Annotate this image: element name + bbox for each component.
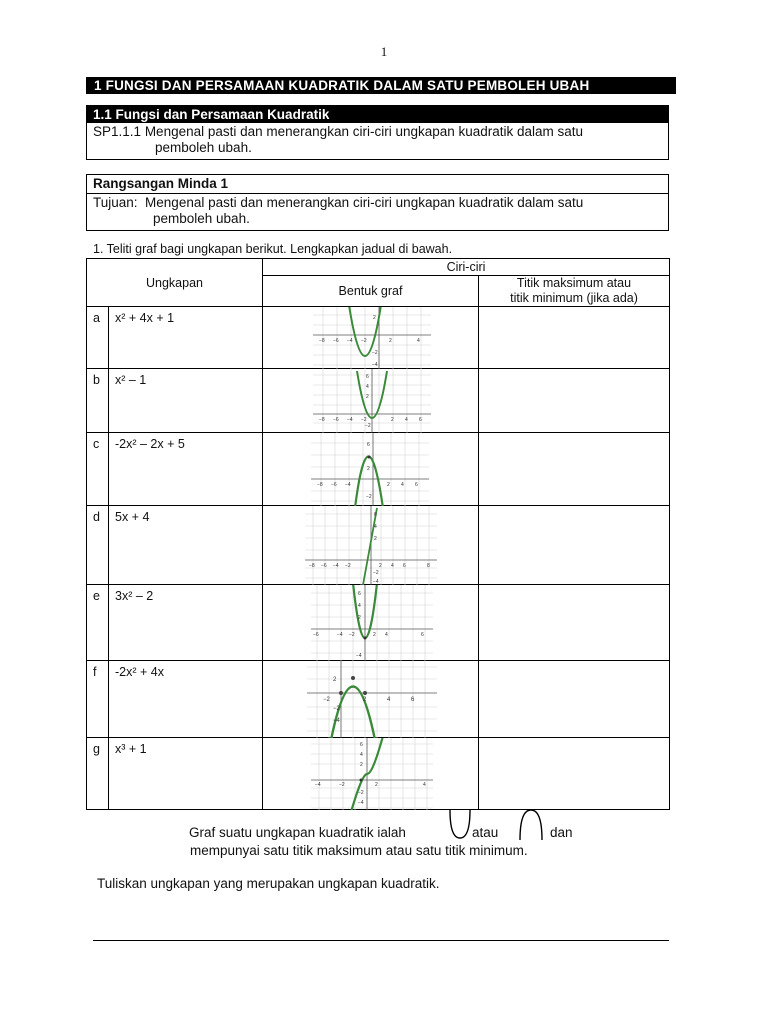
svg-text:−8: −8	[309, 563, 315, 569]
n-shape-icon	[516, 808, 546, 842]
row-label: e	[87, 585, 109, 661]
answer-line[interactable]	[93, 940, 669, 941]
svg-text:6: 6	[411, 697, 415, 703]
section-standard	[87, 123, 668, 159]
graph-a	[313, 307, 431, 369]
svg-text:4: 4	[391, 563, 394, 569]
svg-text:2: 2	[360, 762, 363, 768]
row-expression: -2x² + 4x	[109, 661, 263, 738]
svg-text:4: 4	[358, 603, 361, 609]
svg-text:2: 2	[358, 615, 361, 621]
svg-text:2: 2	[366, 394, 369, 400]
graph-cell	[263, 506, 479, 585]
svg-text:−2: −2	[333, 706, 340, 712]
graph-c	[311, 433, 429, 506]
svg-text:4: 4	[417, 338, 420, 344]
svg-text:−6: −6	[321, 563, 327, 569]
statement-line-2: mempunyai satu titik maksimum atau satu titik minimum.	[190, 843, 528, 858]
header-maxmin-2: titik minimum (jika ada)	[510, 291, 638, 305]
svg-text:6: 6	[419, 417, 422, 423]
table-row	[87, 738, 670, 810]
svg-text:−2: −2	[365, 423, 371, 429]
row-label: a	[87, 307, 109, 369]
row-label: c	[87, 433, 109, 506]
graph-cell	[263, 307, 479, 369]
u-shape-icon	[446, 808, 474, 842]
page-number: 1	[380, 44, 388, 59]
goal-label: Tujuan:	[93, 195, 138, 210]
graph-f	[307, 661, 437, 738]
svg-text:−6: −6	[313, 632, 319, 638]
svg-text:2: 2	[379, 563, 382, 569]
activity-goal	[87, 194, 668, 230]
chapter-title: 1 FUNGSI DAN PERSAMAAN KUADRATIK DALAM SATU PEMBOLEH UBAH	[86, 77, 676, 94]
maxmin-cell[interactable]	[479, 307, 670, 369]
table-row	[87, 661, 670, 738]
svg-text:2: 2	[391, 417, 394, 423]
maxmin-cell[interactable]	[479, 369, 670, 433]
graph-e	[311, 585, 433, 661]
svg-text:2: 2	[333, 677, 337, 683]
svg-text:−2: −2	[373, 570, 379, 576]
graph-b	[313, 369, 431, 433]
row-label: b	[87, 369, 109, 433]
row-expression: x² – 1	[109, 369, 263, 433]
svg-text:6: 6	[374, 512, 377, 518]
graph-cell	[263, 585, 479, 661]
svg-text:−4: −4	[345, 482, 351, 488]
graph-cell	[263, 738, 479, 810]
svg-text:−4: −4	[358, 800, 364, 806]
svg-text:8: 8	[427, 563, 430, 569]
row-label: d	[87, 506, 109, 585]
svg-text:4: 4	[423, 782, 426, 788]
svg-text:4: 4	[360, 752, 363, 758]
svg-text:2: 2	[374, 536, 377, 542]
question-text: 1. Teliti graf bagi ungkapan berikut. Lengkapkan jadual di bawah.	[93, 242, 453, 256]
svg-text:2: 2	[373, 632, 376, 638]
table-row	[87, 585, 670, 661]
svg-text:−8: −8	[317, 482, 323, 488]
sp-code: SP1.1.1	[93, 124, 142, 139]
section-box	[86, 105, 669, 160]
maxmin-cell[interactable]	[479, 585, 670, 661]
svg-text:−4: −4	[333, 718, 340, 724]
svg-text:6: 6	[367, 442, 370, 448]
svg-text:4: 4	[405, 417, 408, 423]
instruction-text: Tuliskan ungkapan yang merupakan ungkapan kuadratik.	[97, 876, 440, 891]
svg-text:2: 2	[387, 482, 390, 488]
svg-text:6: 6	[403, 563, 406, 569]
maxmin-cell[interactable]	[479, 506, 670, 585]
svg-text:6: 6	[360, 742, 363, 748]
svg-text:4: 4	[401, 482, 404, 488]
svg-text:−4: −4	[356, 653, 362, 659]
svg-text:2: 2	[375, 782, 378, 788]
svg-text:2: 2	[373, 315, 376, 321]
svg-text:6: 6	[366, 374, 369, 380]
svg-text:4: 4	[387, 697, 391, 703]
svg-text:−4: −4	[333, 563, 339, 569]
svg-text:−6: −6	[333, 417, 339, 423]
maxmin-cell[interactable]	[479, 661, 670, 738]
svg-text:−2: −2	[345, 563, 351, 569]
svg-text:−2: −2	[361, 417, 367, 423]
graph-cell	[263, 661, 479, 738]
statement-line-1	[189, 825, 406, 840]
header-shape: Bentuk graf	[263, 276, 479, 307]
statement-before: Graf suatu ungkapan kuadratik ialah	[189, 825, 406, 840]
svg-text:−2: −2	[349, 632, 355, 638]
statement-middle: atau	[472, 825, 499, 840]
goal-text-2: pemboleh ubah.	[153, 211, 250, 226]
section-title: 1.1 Fungsi dan Persamaan Kuadratik	[87, 106, 668, 123]
table-row	[87, 433, 670, 506]
graph-cell	[263, 369, 479, 433]
svg-text:−4: −4	[373, 579, 379, 585]
svg-text:−2: −2	[358, 790, 364, 796]
header-maxmin	[479, 276, 670, 307]
svg-text:−2: −2	[323, 697, 330, 703]
svg-text:2: 2	[389, 338, 392, 344]
activity-title: Rangsangan Minda 1	[87, 175, 668, 194]
table-row	[87, 369, 670, 433]
svg-text:6: 6	[358, 591, 361, 597]
maxmin-cell[interactable]	[479, 433, 670, 506]
svg-text:−6: −6	[331, 482, 337, 488]
svg-text:−4: −4	[372, 362, 378, 368]
svg-text:−4: −4	[347, 417, 353, 423]
svg-text:−2: −2	[361, 338, 367, 344]
row-label: g	[87, 738, 109, 810]
svg-text:−6: −6	[333, 338, 339, 344]
row-expression: 3x² – 2	[109, 585, 263, 661]
svg-text:−2: −2	[372, 350, 378, 356]
svg-text:6: 6	[421, 632, 424, 638]
table-row	[87, 307, 670, 369]
svg-text:−4: −4	[337, 632, 343, 638]
svg-text:2: 2	[363, 697, 367, 703]
sp-text-1: Mengenal pasti dan menerangkan ciri-ciri ungkapan kuadratik dalam satu	[144, 124, 584, 139]
svg-text:6: 6	[415, 482, 418, 488]
row-expression: x³ + 1	[109, 738, 263, 810]
svg-text:4: 4	[366, 384, 369, 390]
characteristics-table	[86, 258, 670, 810]
row-expression: 5x + 4	[109, 506, 263, 585]
header-maxmin-1: Titik maksimum atau	[516, 276, 632, 290]
graph-cell	[263, 433, 479, 506]
graph-d	[305, 506, 437, 585]
svg-text:−2: −2	[366, 494, 372, 500]
table-row	[87, 506, 670, 585]
statement-after: dan	[550, 825, 573, 840]
goal-text-1: Mengenal pasti dan menerangkan ciri-ciri ungkapan kuadratik dalam satu	[145, 195, 584, 210]
row-expression: -2x² – 2x + 5	[109, 433, 263, 506]
svg-text:4: 4	[385, 632, 388, 638]
row-expression: x² + 4x + 1	[109, 307, 263, 369]
svg-text:−4: −4	[315, 782, 321, 788]
svg-text:4: 4	[374, 524, 377, 530]
svg-text:−8: −8	[319, 417, 325, 423]
activity-box	[86, 174, 669, 231]
svg-text:−4: −4	[347, 338, 353, 344]
svg-text:2: 2	[367, 466, 370, 472]
svg-text:−8: −8	[319, 338, 325, 344]
header-characteristics: Ciri-ciri	[263, 259, 670, 276]
maxmin-cell[interactable]	[479, 738, 670, 810]
row-label: f	[87, 661, 109, 738]
header-expression: Ungkapan	[87, 259, 263, 307]
sp-text-2: pemboleh ubah.	[155, 140, 252, 155]
svg-text:−2: −2	[339, 782, 345, 788]
graph-g	[311, 738, 433, 810]
